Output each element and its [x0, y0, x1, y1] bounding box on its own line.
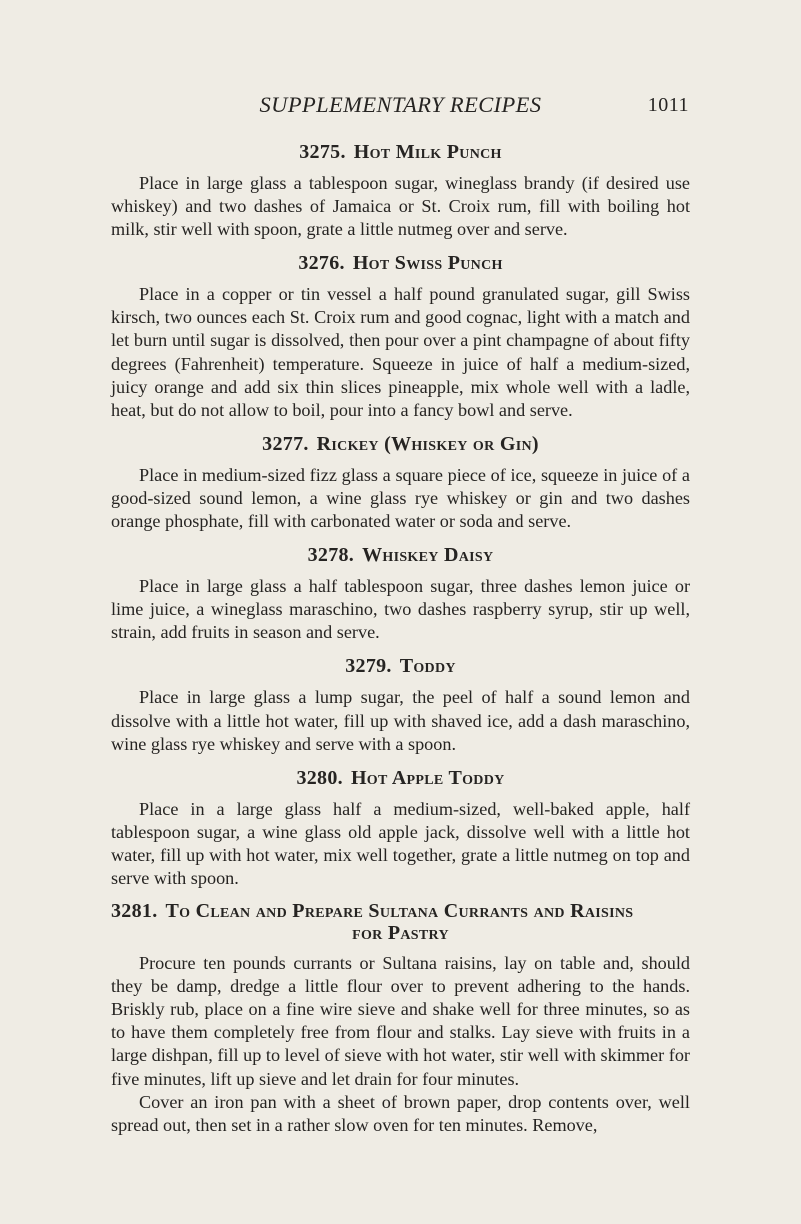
recipe-number: 3279. [345, 655, 392, 678]
recipe-number: 3280. [296, 766, 343, 789]
recipe-text: Place in a copper or tin vessel a half pound granulated sugar, gill Swiss kirsch, two ounces each St. Croix rum and good cognac, light with a match and let burn until sugar is dissolved, then pour over a pint champagne of about fifty degrees (Fahrenheit) temperature. Squeeze in juice of half a medium-sized, juicy orange and add six thin slices pineapple, mix whole well with a ladle, heat, but do not allow to boil, pour into a fancy bowl and serve. [111, 284, 690, 420]
recipe-text: Procure ten pounds currants or Sultana raisins, lay on table and, should they be damp, dredge a little flour over to prevent adhering to the hands. Briskly rub, place on a fine wire sieve and shake well for three minutes, so as to have them completely free from flour and stalks. Lay sieve with fruits in a large dishpan, fill up to level of sieve with hot water, stir well with skimmer for five minutes, lift up sieve and let drain for four minutes. [111, 953, 690, 1089]
recipe-title: Hot Swiss Punch [352, 252, 503, 275]
recipe-text: Place in large glass a tablespoon sugar, wineglass brandy (if desired use whiskey) and two dashes of Jamaica or St. Croix rum, fill with boiling hot milk, stir well with spoon, grate a little nutmeg over and serve. [111, 173, 690, 240]
running-title: SUPPLEMENTARY RECIPES [259, 92, 542, 117]
recipe-title: Rickey (Whiskey or Gin) [316, 432, 539, 455]
recipe-title: Hot Apple Toddy [350, 766, 505, 789]
recipe-title: To Clean and Prepare Sultana Currants and Raisins [165, 900, 634, 923]
page-number: 1011 [647, 94, 689, 116]
recipe-heading [111, 251, 690, 275]
recipe-title: Whiskey Daisy [362, 544, 494, 567]
recipe-text: Cover an iron pan with a sheet of brown paper, drop contents over, well spread out, then set in a rather slow oven for ten minutes. Remove, [111, 1091, 690, 1135]
page-content [111, 140, 690, 1147]
running-head [0, 92, 801, 122]
recipe-title: Toddy [399, 655, 456, 678]
recipe-text: Place in large glass a lump sugar, the peel of half a sound lemon and dissolve with a little hot water, fill up with shaved ice, add a dash maraschino, wine glass rye whiskey and serve with a spoon. [111, 687, 690, 754]
recipe-number: 3275. [299, 141, 346, 163]
recipe-text: Place in a large glass half a medium-sized, well-baked apple, half tablespoon sugar, a wine glass old apple jack, dissolve well with a little hot water, fill up with hot water, mix well together, grate a little nutmeg on top and serve with spoon. [111, 798, 690, 888]
recipe-number: 3277. [262, 432, 309, 455]
recipe-number: 3276. [298, 252, 345, 275]
recipe-heading [111, 900, 690, 944]
recipe-number: 3278. [307, 544, 355, 567]
recipe-number: 3281. [111, 900, 158, 923]
recipe-text: Place in large glass a half tablespoon sugar, three dashes lemon juice or lime juice, a wineglass maraschino, two dashes raspberry syrup, stir up well, strain, add fruits in season and serve. [111, 576, 690, 643]
recipe-text: Place in medium-sized fizz glass a square piece of ice, squeeze in juice of a good-sized sound lemon, a wine glass rye whiskey or gin and two dashes orange phosphate, fill with carbonated water or soda and serve. [111, 464, 690, 532]
recipe-heading [111, 766, 690, 790]
recipe-heading [111, 432, 690, 456]
recipe-title-continued: for Pastry [352, 922, 449, 945]
recipe-heading [111, 654, 690, 678]
recipe-heading [111, 140, 690, 164]
recipe-title: Hot Milk Punch [353, 141, 502, 163]
recipe-heading [111, 543, 690, 567]
